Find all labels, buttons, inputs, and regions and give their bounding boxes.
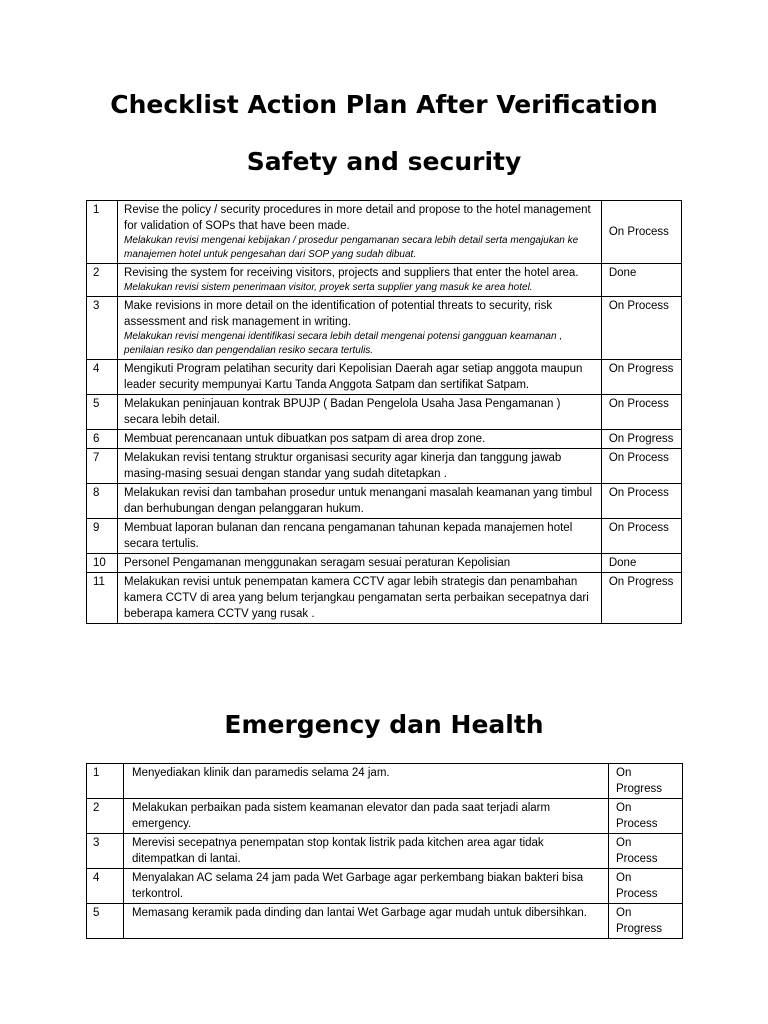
table-row (87, 869, 683, 904)
table-row (87, 764, 683, 799)
row-translation: Melakukan revisi sistem penerimaan visitor, proyek serta supplier yang masuk ke area hotel. (124, 282, 533, 293)
table-row (87, 573, 682, 624)
row-status: On Process (601, 484, 681, 519)
row-translation: Melakukan revisi mengenai kebijakan / prosedur pengamanan secara lebih detail serta mengajukan ke manajemen hotel untuk pengesahan dari SOP yang sudah dibuat. (124, 235, 579, 260)
section-heading-emergency: Emergency dan Health (224, 710, 544, 739)
row-description: Melakukan revisi tentang struktur organisasi security agar kinerja dan tanggung jawab masing-masing sesuai dengan standar yang sudah ditetapkan . (118, 449, 602, 484)
table-row (87, 449, 682, 484)
row-status: Done (601, 264, 681, 297)
safety-checklist-table (86, 200, 682, 624)
table-row (87, 360, 682, 395)
row-number: 5 (87, 395, 118, 430)
row-number: 9 (87, 519, 118, 554)
row-status (601, 201, 681, 264)
row-translation: Melakukan revisi mengenai identifikasi secara lebih detail mengenai potensi gangguan keamanan , penilaian resiko dan pengendalian resiko secara tertulis. (124, 331, 563, 356)
table-row (87, 799, 683, 834)
row-description (118, 264, 602, 297)
row-description: Mengikuti Program pelatihan security dari Kepolisian Daerah agar setiap anggota maupun leader security mempunyai Kartu Tanda Anggota Satpam dan sertifikat Satpam. (118, 360, 602, 395)
table-row (87, 484, 682, 519)
row-description (118, 201, 602, 264)
row-description: Melakukan revisi dan tambahan prosedur untuk menangani masalah keamanan yang timbul dan berhubungan dengan pelanggaran hukum. (118, 484, 602, 519)
row-text: Revise the policy / security procedures in more detail and propose to the hotel management for validation of SOPs that have been made. (124, 204, 591, 232)
table-row (87, 264, 682, 297)
row-status: On Progress (601, 430, 681, 449)
row-number: 6 (87, 430, 118, 449)
row-status: On Process (601, 449, 681, 484)
table-row (87, 201, 682, 264)
row-number: 8 (87, 484, 118, 519)
row-number: 11 (87, 573, 118, 624)
row-number: 1 (87, 764, 124, 799)
page-title: Checklist Action Plan After Verification (110, 90, 658, 119)
row-number: 3 (87, 834, 124, 869)
emergency-checklist-table (86, 763, 683, 939)
row-number: 4 (87, 869, 124, 904)
row-description (118, 297, 602, 360)
row-status: On Progress (601, 573, 681, 624)
row-text: Make revisions in more detail on the identification of potential threats to security, risk assessment and risk management in writing. (124, 300, 553, 328)
row-status: On Process (601, 519, 681, 554)
table-row (87, 297, 682, 360)
row-number: 2 (87, 799, 124, 834)
row-description: Melakukan perbaikan pada sistem keamanan elevator dan pada saat terjadi alarm emergency. (124, 799, 609, 834)
row-text: Revising the system for receiving visitors, projects and suppliers that enter the hotel area. (124, 267, 579, 279)
row-number: 2 (87, 264, 118, 297)
row-status: On Process (609, 799, 683, 834)
row-status: On Progress (609, 764, 683, 799)
row-number: 5 (87, 904, 124, 939)
row-description: Menyediakan klinik dan paramedis selama 24 jam. (124, 764, 609, 799)
row-number: 1 (87, 201, 118, 264)
row-description: Membuat laporan bulanan dan rencana pengamanan tahunan kepada manajemen hotel secara tertulis. (118, 519, 602, 554)
row-status: On Progress (601, 360, 681, 395)
table-row (87, 904, 683, 939)
row-status: On Process (609, 869, 683, 904)
row-description: Menyalakan AC selama 24 jam pada Wet Garbage agar perkembang biakan bakteri bisa terkontrol. (124, 869, 609, 904)
row-number: 7 (87, 449, 118, 484)
row-status: On Process (601, 297, 681, 360)
row-number: 3 (87, 297, 118, 360)
row-description: Personel Pengamanan menggunakan seragam sesuai peraturan Kepolisian (118, 554, 602, 573)
status-text: On Process (608, 226, 669, 238)
table-row (87, 834, 683, 869)
table-row (87, 395, 682, 430)
row-description: Merevisi secepatnya penempatan stop kontak listrik pada kitchen area agar tidak ditempatkan di lantai. (124, 834, 609, 869)
row-description: Melakukan revisi untuk penempatan kamera CCTV agar lebih strategis dan penambahan kamera CCTV di area yang belum terjangkau pengamatan serta perbaikan secepatnya dari beberapa kamera CCTV yang rusak . (118, 573, 602, 624)
row-status: Done (601, 554, 681, 573)
row-description: Memasang keramik pada dinding dan lantai Wet Garbage agar mudah untuk dibersihkan. (124, 904, 609, 939)
table-row (87, 554, 682, 573)
table-row (87, 519, 682, 554)
row-description: Melakukan peninjauan kontrak BPUJP ( Badan Pengelola Usaha Jasa Pengamanan ) secara lebih detail. (118, 395, 602, 430)
row-number: 10 (87, 554, 118, 573)
row-description: Membuat perencanaan untuk dibuatkan pos satpam di area drop zone. (118, 430, 602, 449)
row-number: 4 (87, 360, 118, 395)
table-row (87, 430, 682, 449)
row-status: On Process (601, 395, 681, 430)
row-status: On Process (609, 834, 683, 869)
row-status: On Progress (609, 904, 683, 939)
section-heading-safety: Safety and security (246, 147, 522, 176)
